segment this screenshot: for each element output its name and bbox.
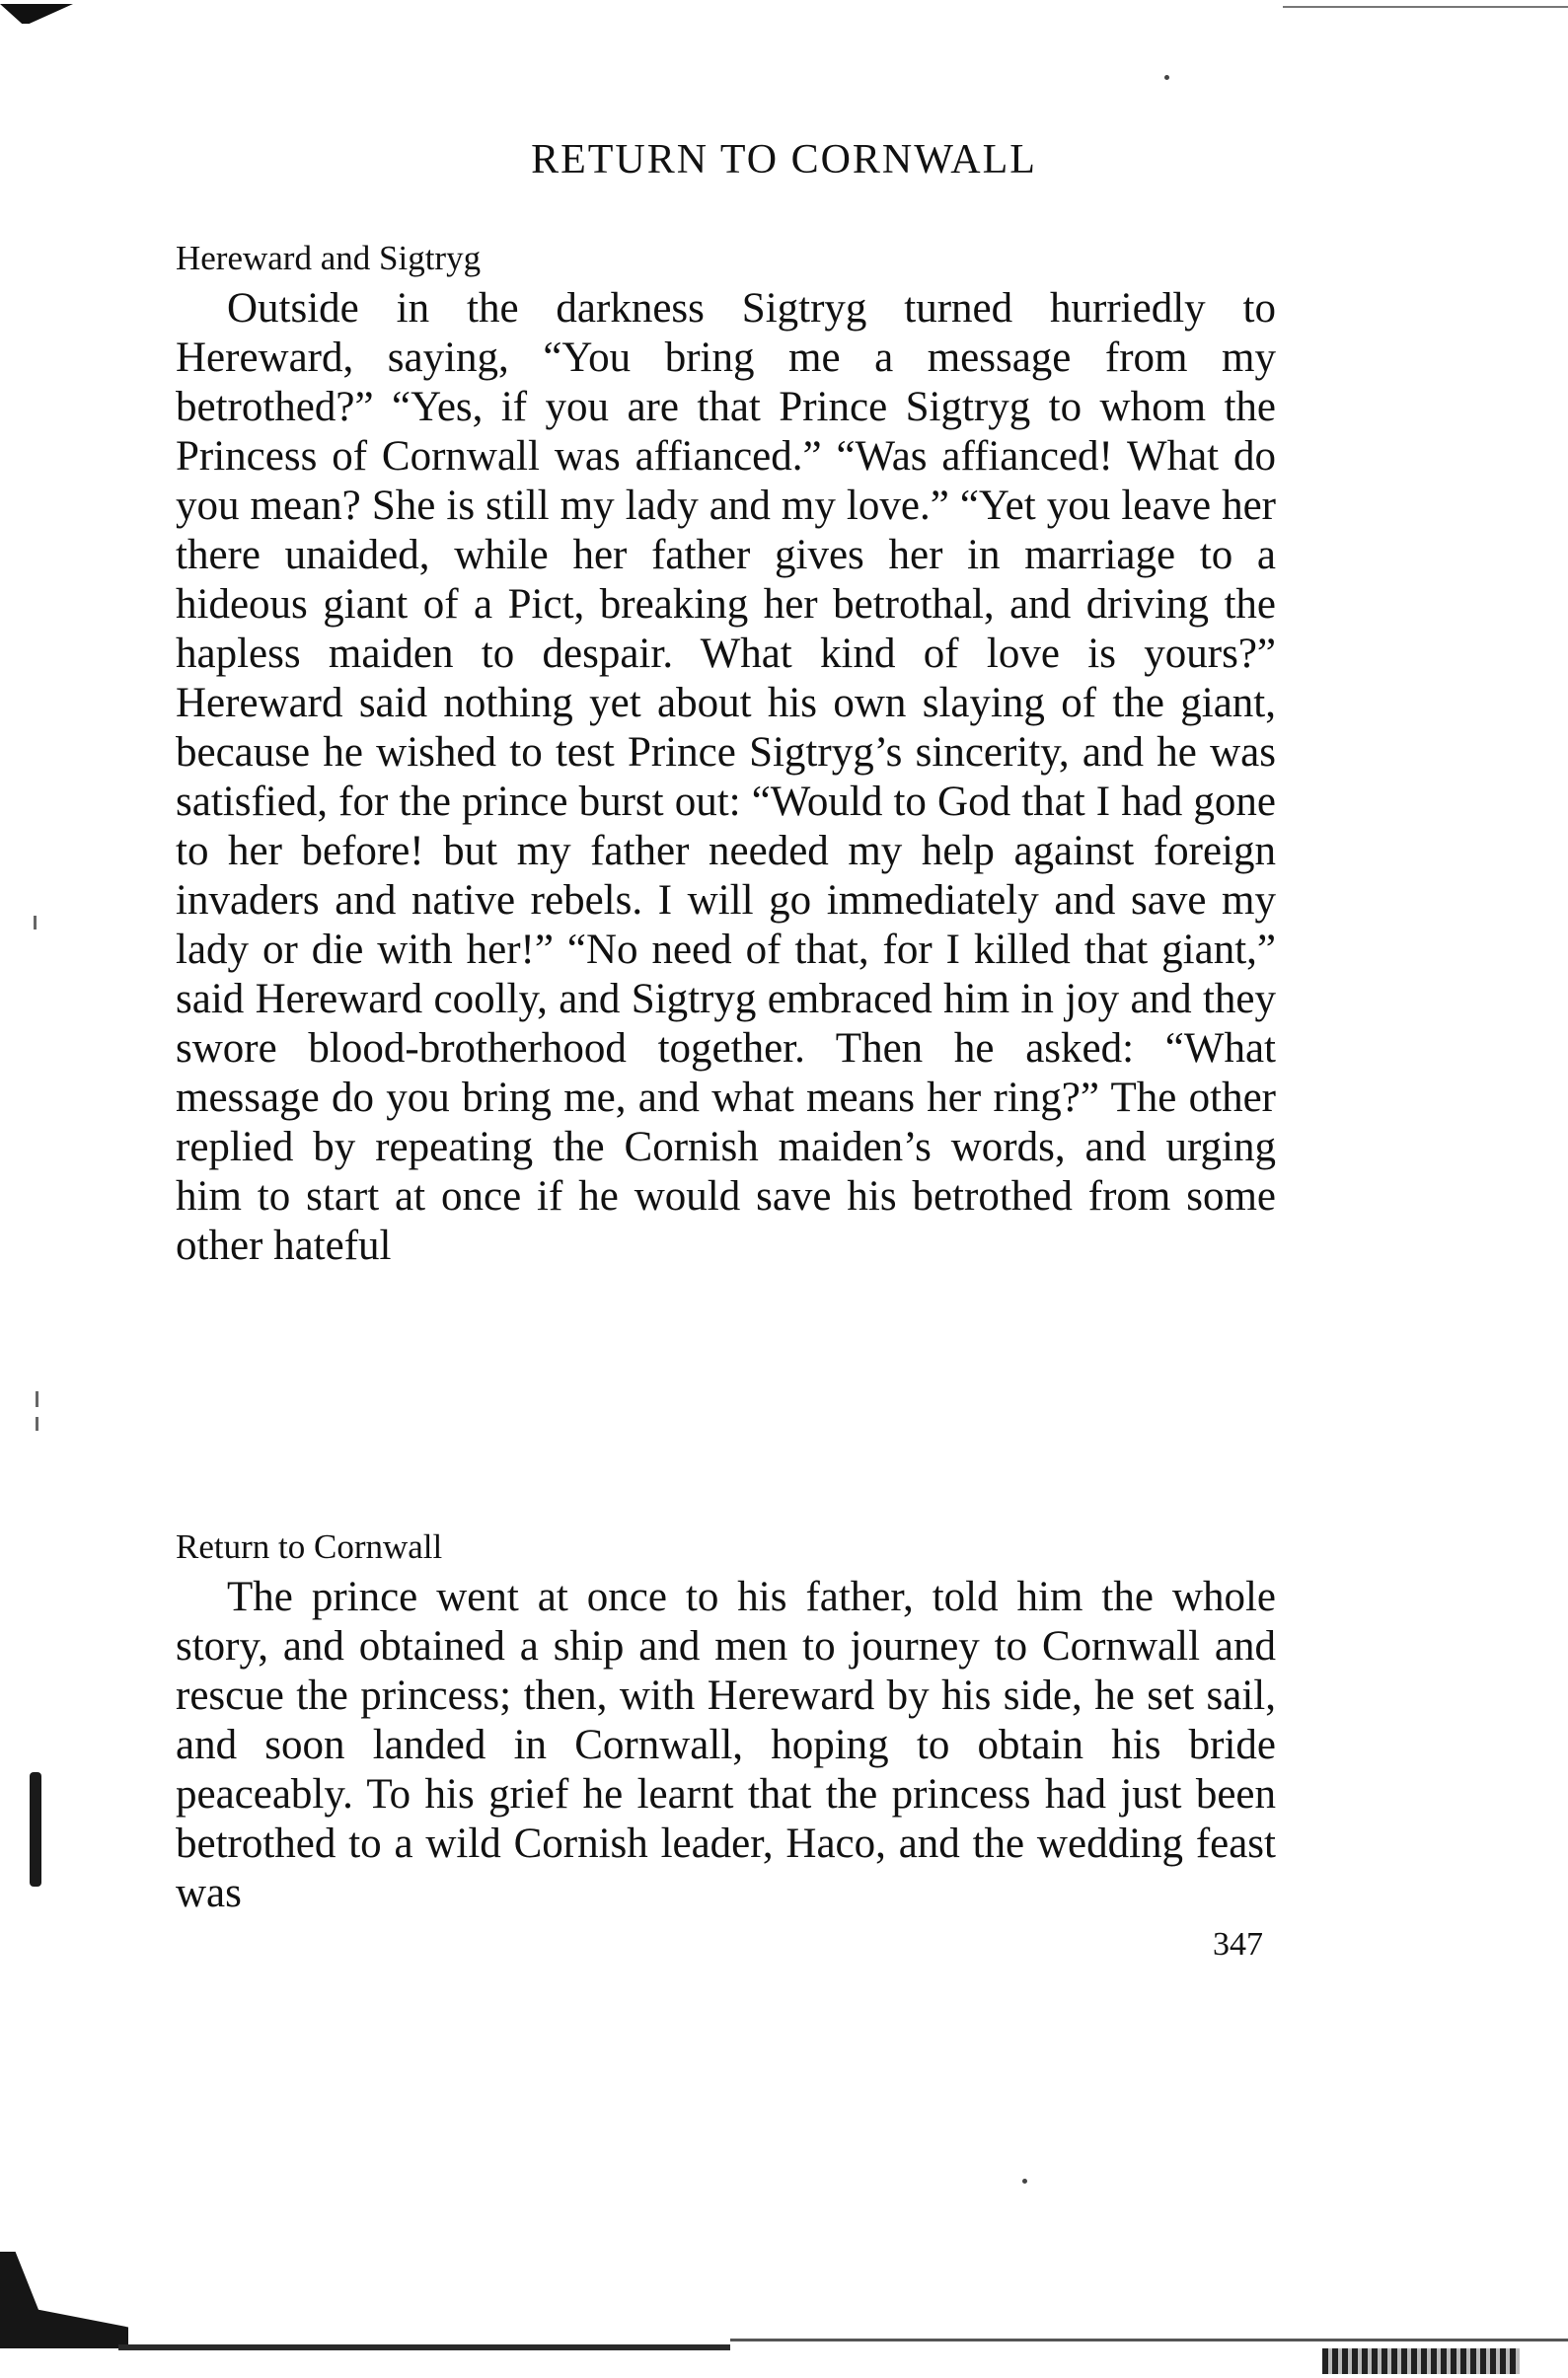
scan-speck: [1022, 2179, 1027, 2184]
paragraph: Outside in the darkness Sigtryg turned hurriedly to Hereward, saying, “You bring me a message from my betrothed?” “Yes, if you are that Prince Sigtryg to whom the Princess of Cornwall was affianced.” “Was affianced! What do you mean? She is still my lady and my love.” “Yet you leave her there unaided, while her father gives her in marriage to a hideous giant of a Pict, breaking her betrothal, and driving the hapless maiden to despair. What kind of love is yours?” Hereward said nothing yet about his own slaying of the giant, because he wished to test Prince Sigtryg’s sincerity, and he was satisfied, for the prince burst out: “Would to God that I had gone to her before! but my father needed my help against foreign invaders and native rebels. I will go immediately and save my lady or die with her!” “No need of that, for I killed that giant,” said Hereward coolly, and Sigtryg embraced him in joy and they swore blood-brotherhood together. Then he asked: “What message do you bring me, and what means her ring?” The other replied by repeating the Cornish maiden’s words, and urging him to start at once if he would save his betrothed from some other hateful: [176, 285, 1276, 1269]
scan-bottom-pattern: [1322, 2348, 1520, 2374]
paragraph: The prince went at once to his father, told him the whole story, and obtained a ship and men to journey to Cornwall and rescue the princess; then, with Hereward by his side, he set sail, and soon landed in Cornwall, hoping to obtain his bride peaceably. To his grief he learnt that the princess had just been betrothed to a wild Cornish leader, Haco, and the wedding feast was: [176, 1574, 1276, 1916]
margin-mark: [36, 1417, 38, 1431]
scan-corner-mark: [0, 4, 73, 24]
scan-bottom-edge: [118, 2344, 730, 2350]
section-hereward-and-sigtryg: [176, 235, 1276, 1271]
side-heading: Hereward and Sigtryg: [176, 239, 482, 277]
scan-edge-line: [1283, 6, 1568, 8]
section-return-to-cornwall: [176, 1523, 1276, 1918]
scan-bottom-edge: [730, 2339, 1568, 2341]
page-number: 347: [1213, 1926, 1263, 1963]
running-head: RETURN TO CORNWALL: [531, 137, 1037, 183]
scan-bottom-corner-mark: [0, 2252, 128, 2348]
margin-mark: [34, 916, 37, 929]
margin-bar-mark: [30, 1772, 41, 1887]
margin-mark: [36, 1391, 38, 1407]
side-heading: Return to Cornwall: [176, 1527, 443, 1566]
scan-speck: [1164, 75, 1169, 80]
